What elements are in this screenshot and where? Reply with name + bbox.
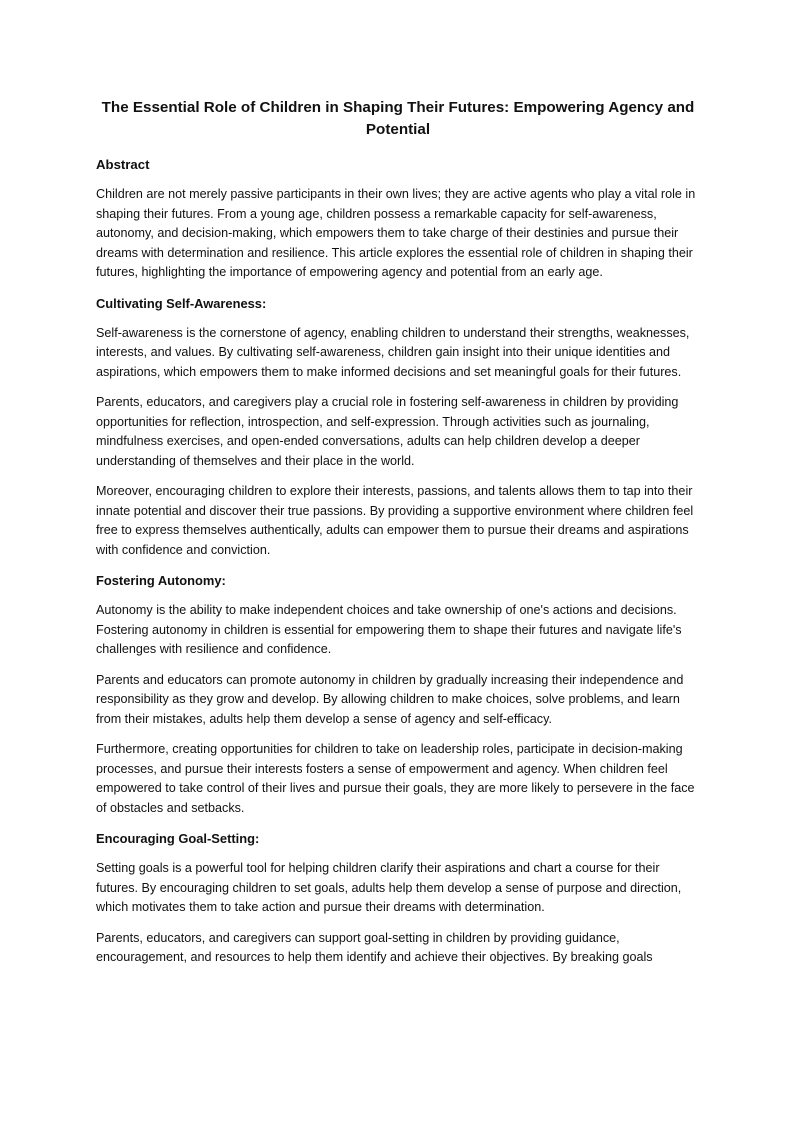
paragraph: Setting goals is a powerful tool for helping children clarify their aspirations and chart a course for their futures. By encouraging children to set goals, adults help them develop a sense of purpose and direction, which motivates them to take action and pursue their dreams with determination. [96,861,682,914]
section-heading-autonomy: Fostering Autonomy: [96,573,226,588]
document-page [96,97,700,979]
section-heading-self-awareness: Cultivating Self-Awareness: [96,295,267,311]
paragraph: Parents, educators, and caregivers can support goal-setting in children by providing guidance, encouragement, and resources to help them identify and achieve their objectives. By breaking goals [96,930,653,964]
paragraph: Parents, educators, and caregivers play a crucial role in fostering self-awareness in children by providing opportunities for reflection, introspection, and self-expression. Through activities such as journaling, mindfulness exercises, and open-ended conversations, adults can help children develop a deeper understanding of themselves and their place in the world. [96,395,679,468]
paragraph: Autonomy is the ability to make independent choices and take ownership of one's actions and decisions. Fostering autonomy in children is essential for empowering them to shape their futures and navigate life's challenges with resilience and confidence. [96,603,682,656]
abstract-heading: Abstract [96,157,150,172]
document-title: The Essential Role of Children in Shaping Their Futures: Empowering Agency and Potential [101,99,695,138]
paragraph: Moreover, encouraging children to explore their interests, passions, and talents allows them to tap into their innate potential and discover their true passions. By providing a supportive environment where children feel free to express themselves authentically, adults can empower them to pursue their dreams and aspirations with confidence and conviction. [96,484,694,557]
abstract-paragraph: Children are not merely passive participants in their own lives; they are active agents who play a vital role in shaping their futures. From a young age, children possess a remarkable capacity for self-awareness, autonomy, and decision-making, which empowers them to take charge of their destinies and pursue their dreams with determination and resilience. This article explores the essential role of children in shaping their futures, highlighting the importance of empowering agency and potential from an early age. [96,187,696,279]
section-heading-goal-setting: Encouraging Goal-Setting: [96,831,260,846]
paragraph: Parents and educators can promote autonomy in children by gradually increasing their independence and responsibility as they grow and develop. By allowing children to make choices, solve problems, and learn from their mistakes, adults help them develop a sense of agency and self-efficacy. [96,672,684,726]
paragraph: Self-awareness is the cornerstone of agency, enabling children to understand their strengths, weaknesses, interests, and values. By cultivating self-awareness, children gain insight into their unique identities and aspirations, which empowers them to make informed decisions and set meaningful goals for their futures. [96,325,690,379]
paragraph: Furthermore, creating opportunities for children to take on leadership roles, participate in decision-making processes, and pursue their interests fosters a sense of empowerment and agency. When children feel empowered to take control of their lives and pursue their goals, they are more likely to persevere in the face of obstacles and setbacks. [96,742,695,815]
